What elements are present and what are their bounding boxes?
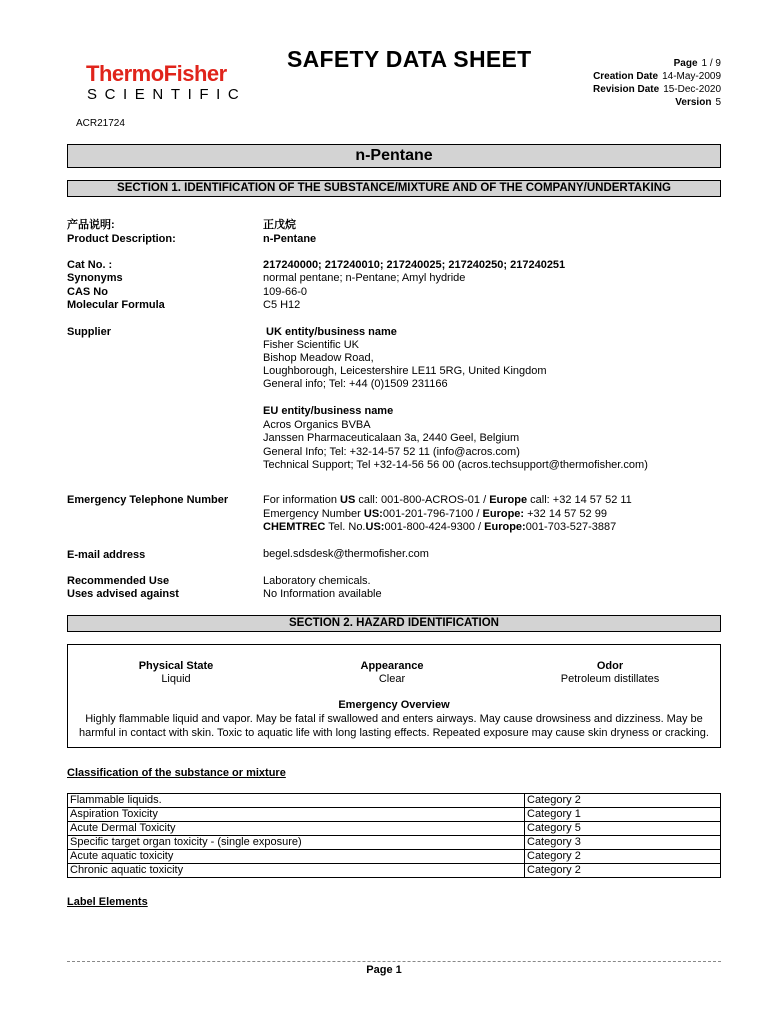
hazard-class-cell: Acute Dermal Toxicity xyxy=(68,822,525,836)
email-value: begel.sdsdesk@thermofisher.com xyxy=(263,548,429,560)
product-description-label: Product Description: xyxy=(67,233,176,245)
thermofisher-logo: ThermoFisher xyxy=(86,61,227,86)
product-description-value: n-Pentane xyxy=(263,233,317,245)
odor xyxy=(510,660,710,686)
emergency-line-1: For information US call: 001-800-ACROS-01 / Europe call: +32 14 57 52 11 xyxy=(263,494,632,506)
section-2-header: SECTION 2. HAZARD IDENTIFICATION xyxy=(67,615,721,632)
appearance xyxy=(292,660,492,686)
uk-entity-line: Loughborough, Leicestershire LE11 5RG, United Kingdom xyxy=(263,365,547,377)
creation-date-value: 14-May-2009 xyxy=(662,71,721,82)
physical-state-value: Liquid xyxy=(161,673,191,685)
email-label: E-mail address xyxy=(67,549,146,561)
revision-date-value: 15-Dec-2020 xyxy=(663,84,721,95)
recommended-use-label: Recommended Use xyxy=(67,575,170,587)
hazard-category-cell: Category 2 xyxy=(525,794,721,808)
uses-advised-against-value: No Information available xyxy=(263,588,382,600)
hazard-class-cell: Chronic aquatic toxicity xyxy=(68,864,525,878)
revision-date-label: Revision Date xyxy=(593,84,660,95)
hazard-category-cell: Category 2 xyxy=(525,850,721,864)
physical-state xyxy=(76,660,276,686)
version-value: 5 xyxy=(715,97,721,108)
odor-value: Petroleum distillates xyxy=(560,673,660,685)
eu-entity-title: EU entity/business name xyxy=(263,405,394,417)
section-1-header: SECTION 1. IDENTIFICATION OF THE SUBSTANCE/MIXTURE AND OF THE COMPANY/UNDERTAKING xyxy=(67,180,721,197)
page-label: Page xyxy=(673,58,698,69)
version-label: Version xyxy=(675,97,712,108)
eu-entity-line: Technical Support; Tel +32-14-56 56 00 (acros.techsupport@thermofisher.com) xyxy=(263,459,648,471)
eu-entity-line: General Info; Tel: +32-14-57 52 11 (info@acros.com) xyxy=(263,446,520,458)
table-row xyxy=(68,836,721,850)
emergency-overview-text: Highly flammable liquid and vapor. May be fatal if swallowed and enters airways. May cause drowsiness and dizziness. May be harmful in contact with skin. Toxic to aquatic life with long lasting effects. Repeated exposure may cause skin dryness or cracking. xyxy=(79,713,709,739)
physical-state-label: Physical State xyxy=(138,660,214,672)
logo-subtitle: SCIENTIFIC xyxy=(87,86,247,103)
label-elements-title: Label Elements xyxy=(67,896,148,908)
odor-label: Odor xyxy=(596,660,624,672)
eu-entity-line: Acros Organics BVBA xyxy=(263,419,371,431)
synonyms-label: Synonyms xyxy=(67,272,123,284)
molecular-formula-value: C5 H12 xyxy=(263,299,301,311)
emergency-phone-label: Emergency Telephone Number xyxy=(67,494,229,506)
classification-title: Classification of the substance or mixture xyxy=(67,767,286,779)
table-row xyxy=(68,794,721,808)
uk-entity-line: General info; Tel: +44 (0)1509 231166 xyxy=(263,378,448,390)
table-row xyxy=(68,850,721,864)
cn-product-description-label: 产品说明: xyxy=(67,219,115,231)
product-name-bar: n-Pentane xyxy=(67,144,721,168)
uk-entity-title: UK entity/business name xyxy=(263,326,397,338)
footer-divider xyxy=(67,961,721,962)
uses-advised-against-label: Uses advised against xyxy=(67,588,179,600)
eu-entity-line: Janssen Pharmaceuticalaan 3a, 2440 Geel, Belgium xyxy=(263,432,520,444)
table-row xyxy=(68,822,721,836)
page-title: SAFETY DATA SHEET xyxy=(287,46,532,72)
appearance-value: Clear xyxy=(378,673,406,685)
document-code: ACR21724 xyxy=(76,118,125,129)
emergency-overview-title: Emergency Overview xyxy=(338,699,450,711)
hazard-class-cell: Aspiration Toxicity xyxy=(68,808,525,822)
emergency-line-2: Emergency Number US:001-201-796-7100 / Europe: +32 14 57 52 99 xyxy=(263,508,607,520)
appearance-label: Appearance xyxy=(360,660,424,672)
uk-entity-line: Fisher Scientific UK xyxy=(263,339,359,351)
synonyms-value: normal pentane; n-Pentane; Amyl hydride xyxy=(263,272,466,284)
footer-page-number: Page 1 xyxy=(366,964,402,976)
cat-no-value: 217240000; 217240010; 217240025; 217240250; 217240251 xyxy=(263,259,566,271)
supplier-label: Supplier xyxy=(67,326,112,338)
hazard-overview-box xyxy=(67,644,721,748)
hazard-class-cell: Flammable liquids. xyxy=(68,794,525,808)
hazard-category-cell: Category 2 xyxy=(525,864,721,878)
hazard-class-cell: Specific target organ toxicity - (single exposure) xyxy=(68,836,525,850)
cas-no-value: 109-66-0 xyxy=(263,286,308,298)
cn-product-description-value: 正戊烷 xyxy=(263,219,296,231)
cat-no-label: Cat No. : xyxy=(67,259,113,271)
document-meta xyxy=(560,57,721,109)
classification-table xyxy=(67,793,721,878)
molecular-formula-label: Molecular Formula xyxy=(67,299,165,311)
uk-entity-line: Bishop Meadow Road, xyxy=(263,352,374,364)
hazard-category-cell: Category 5 xyxy=(525,822,721,836)
hazard-class-cell: Acute aquatic toxicity xyxy=(68,850,525,864)
recommended-use-value: Laboratory chemicals. xyxy=(263,575,371,587)
creation-date-label: Creation Date xyxy=(593,71,659,82)
table-row xyxy=(68,864,721,878)
table-row xyxy=(68,808,721,822)
hazard-category-cell: Category 3 xyxy=(525,836,721,850)
emergency-line-3: CHEMTREC Tel. No.US:001-800-424-9300 / Europe:001-703-527-3887 xyxy=(263,521,617,533)
hazard-category-cell: Category 1 xyxy=(525,808,721,822)
cas-no-label: CAS No xyxy=(67,286,108,298)
page-value: 1 / 9 xyxy=(701,58,721,69)
